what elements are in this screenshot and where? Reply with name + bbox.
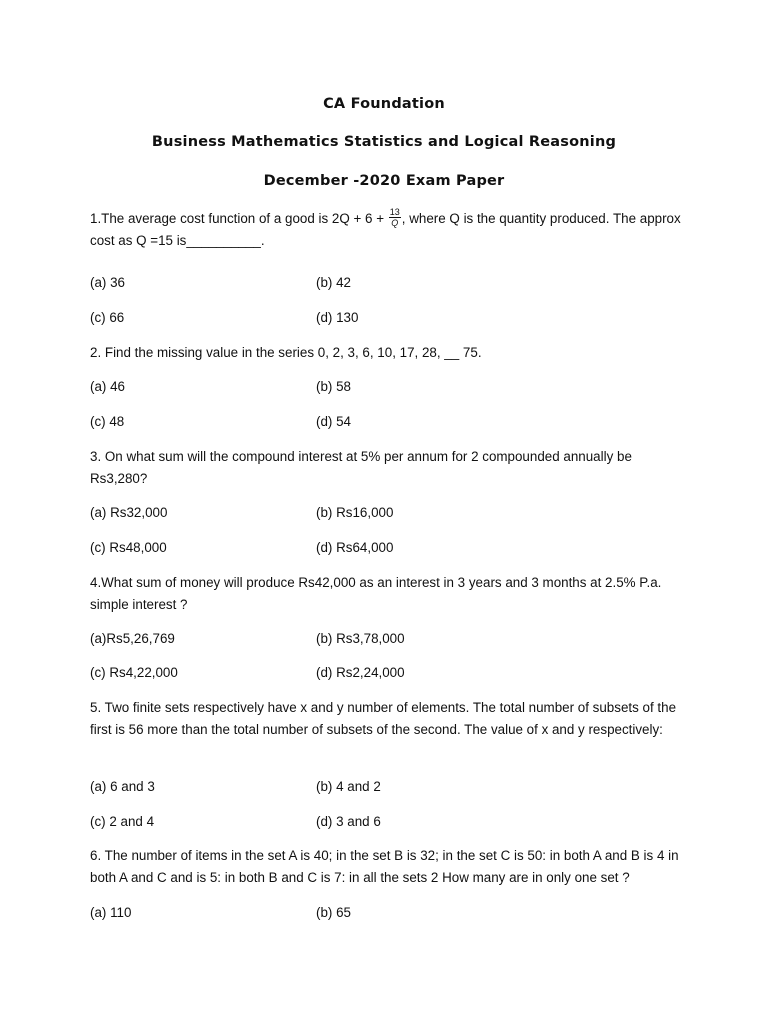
doc-subject: Business Mathematics Statistics and Logical Reasoning [151,134,617,150]
q3-option-c: (c) Rs48,000 [90,540,167,555]
q2-option-c: (c) 48 [90,414,125,429]
doc-title: CA Foundation [323,96,445,112]
question-1-text-before: 1.The average cost function of a good is 2Q + 6 + [90,211,385,226]
q2-option-b: (b) 58 [316,379,351,394]
q5-option-d: (d) 3 and 6 [316,814,381,829]
question-3: 3. On what sum will the compound interest at 5% per annum for 2 compounded annually be Rs3,280? [90,449,632,486]
q5-option-a: (a) 6 and 3 [90,779,155,794]
fraction [389,207,401,228]
fraction-denominator: Q [391,217,399,228]
q5-option-c: (c) 2 and 4 [90,814,155,829]
question-6: 6. The number of items in the set A is 40; in the set B is 32; in the set C is 50: in both A and B is 4 in both A and C and is 5: in both B and C is 7: in all the sets 2 How many are in only one set ? [90,848,679,885]
q1-option-a: (a) 36 [90,275,125,290]
q1-option-c: (c) 66 [90,310,125,325]
q3-option-b: (b) Rs16,000 [316,505,394,520]
q5-option-b: (b) 4 and 2 [316,779,381,794]
q3-option-d: (d) Rs64,000 [316,540,394,555]
question-1-text-after: , where Q is the quantity produced. The approx cost as Q =15 is__________. [90,211,681,248]
question-4: 4.What sum of money will produce Rs42,000 as an interest in 3 years and 3 months at 2.5% P.a. simple interest ? [90,575,662,612]
q6-option-a: (a) 110 [90,905,132,920]
q2-option-d: (d) 54 [316,414,351,429]
q4-option-d: (d) Rs2,24,000 [316,665,405,680]
fraction-numerator: 13 [389,206,400,217]
doc-paper: December -2020 Exam Paper [263,173,505,189]
q6-option-b: (b) 65 [316,905,351,920]
q1-option-b: (b) 42 [316,275,351,290]
question-5: 5. Two finite sets respectively have x and y number of elements. The total number of subsets of the first is 56 more than the total number of subsets of the second. The value of x and y respectively: [90,700,677,737]
q4-option-a: (a)Rs5,26,769 [90,631,175,646]
q2-option-a: (a) 46 [90,379,125,394]
question-1 [90,208,690,252]
q4-option-b: (b) Rs3,78,000 [316,631,405,646]
q3-option-a: (a) Rs32,000 [90,505,168,520]
question-2: 2. Find the missing value in the series 0, 2, 3, 6, 10, 17, 28, __ 75. [90,345,482,360]
q1-option-d: (d) 130 [316,310,359,325]
q4-option-c: (c) Rs4,22,000 [90,665,178,680]
